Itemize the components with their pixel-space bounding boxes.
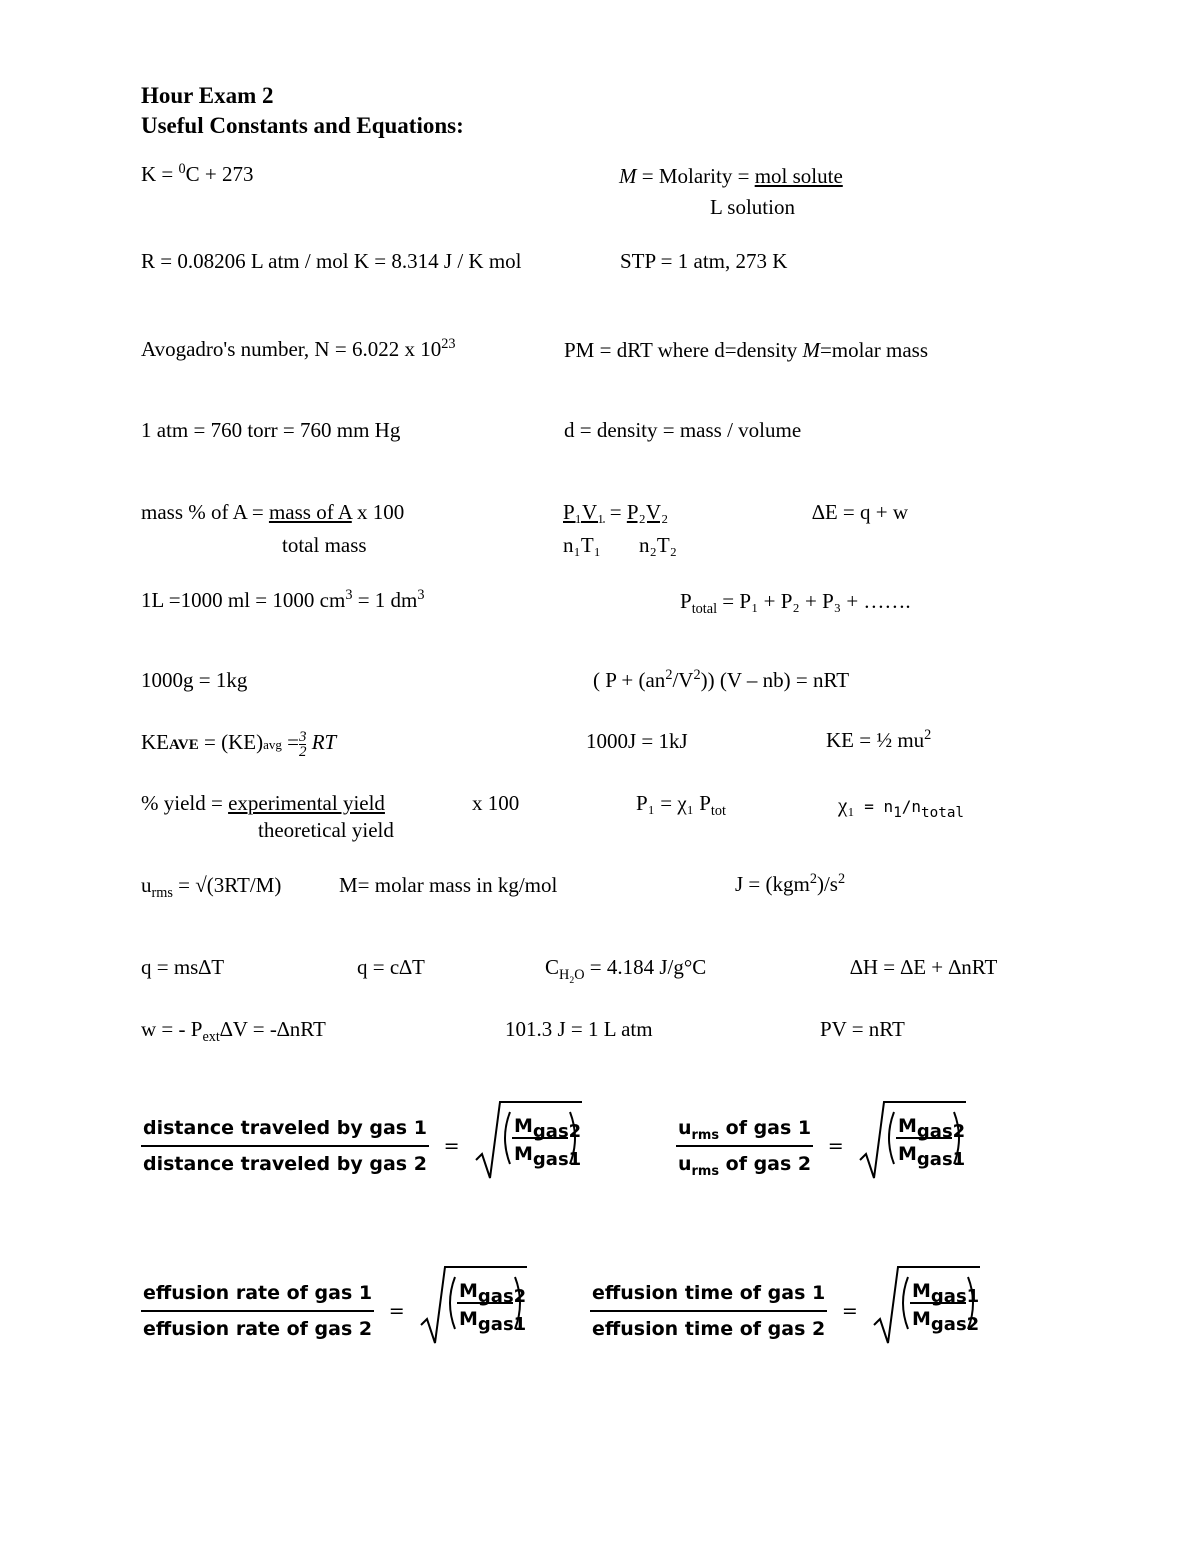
work-equation — [141, 1016, 326, 1046]
chi-n: = n — [854, 797, 894, 816]
sqrt-icon — [858, 1098, 970, 1184]
cwater-2: 2 — [569, 975, 575, 987]
gas2-text: of gas 2 — [719, 1152, 812, 1175]
svg-text:Mgas1 — [459, 1308, 526, 1335]
heat-equation-2: q = c∆T — [357, 955, 425, 979]
gas-law-den1: n₁T₁ — [563, 533, 601, 557]
sqrt-icon — [419, 1263, 531, 1349]
gas-law-num2: P₂V₂ — [626, 500, 669, 524]
distance-denominator: distance traveled by gas 2 — [143, 1152, 427, 1175]
gas2-label: gas2 — [533, 1121, 582, 1142]
mass-percent-lhs: mass % of A = — [141, 500, 269, 524]
u-symbol: u — [678, 1152, 692, 1175]
cwater-c: C — [545, 955, 560, 979]
pi-text: P₁ = χ₁ P — [636, 791, 711, 815]
distance-numerator: distance traveled by gas 1 — [141, 1113, 429, 1147]
sqrt-icon — [474, 1098, 586, 1184]
molarity-numerator: mol solute — [754, 164, 843, 188]
percent-yield — [141, 790, 385, 816]
chi-over-n: /n — [901, 797, 922, 816]
joule-definition — [735, 871, 845, 897]
ptotal-p: P — [680, 589, 692, 613]
kelvin-equation — [141, 161, 254, 187]
pi-subscript: tot — [710, 803, 726, 820]
ptotal-sub: total — [691, 601, 718, 618]
gas1-text: of gas 1 — [719, 1116, 812, 1139]
rate-numerator: effusion rate of gas 1 — [141, 1278, 374, 1312]
degree-sup: 0 — [178, 161, 186, 177]
pm-molar-text: =molar mass — [819, 338, 929, 362]
mass-percent-denominator: total mass — [282, 533, 367, 557]
m-symbol: M — [912, 1280, 932, 1302]
molarity-equation — [619, 163, 843, 189]
work-rhs: ∆V = -∆nRT — [219, 1017, 326, 1041]
gas1-label: gas1 — [478, 1314, 527, 1335]
urms-rhs: = √(3RT/M) — [172, 873, 282, 897]
van-der-waals — [593, 667, 849, 693]
vdw-exp2: 2 — [693, 667, 701, 683]
equals-sign: = — [827, 1134, 844, 1157]
rate-denominator: effusion rate of gas 2 — [143, 1317, 373, 1340]
ke-label: KE — [141, 730, 169, 754]
rate-fraction — [141, 1278, 374, 1344]
molar-mass-note: M= molar mass in kg/mol — [339, 873, 558, 897]
avogadro-text: Avogadro's number, N = 6.022 x 10 — [141, 337, 442, 361]
graham-distance-equation — [141, 1098, 586, 1193]
u-symbol: u — [678, 1116, 692, 1139]
first-law: ∆E = q + w — [812, 500, 909, 524]
work-p: w = - P — [141, 1017, 203, 1041]
time-fraction — [590, 1278, 827, 1344]
volume-exp2: 3 — [417, 587, 425, 603]
sqrt-molar-ratio — [872, 1263, 984, 1358]
sqrt-molar-ratio — [419, 1263, 531, 1358]
yield-denominator: theoretical yield — [258, 818, 394, 842]
yield-numerator: experimental yield — [228, 791, 385, 815]
gas2-label: gas2 — [478, 1286, 527, 1307]
m-symbol: M — [459, 1308, 479, 1330]
daltons-law — [680, 588, 911, 618]
molarity-label: = Molarity = — [636, 164, 755, 188]
work-sub: ext — [202, 1029, 220, 1046]
graham-urms-equation — [676, 1098, 970, 1193]
m-symbol: M — [912, 1308, 932, 1330]
svg-text:Mgas1 — [898, 1143, 965, 1170]
graham-rate-equation — [141, 1263, 531, 1358]
yield-lhs: % yield = — [141, 791, 229, 815]
energy-conversion: 1000J = 1kJ — [586, 729, 688, 753]
ke-half-exp: 2 — [924, 727, 932, 743]
ke-avg-text: = (KE) — [198, 730, 264, 754]
vdw-part1: ( P + (an — [593, 668, 666, 692]
equals-sign: = — [388, 1299, 405, 1322]
urms-sub: rms — [151, 885, 173, 902]
stp-definition: STP = 1 atm, 273 K — [620, 249, 788, 273]
three-halves-fraction — [299, 730, 307, 759]
yield-times-100: x 100 — [472, 791, 520, 815]
volume-text: 1L =1000 ml = 1000 cm — [141, 588, 346, 612]
m-symbol: M — [459, 1280, 479, 1302]
enthalpy-equation: ∆H = ∆E + ∆nRT — [850, 955, 998, 979]
graham-time-equation — [590, 1263, 984, 1358]
gas-law-den2: n₂T₂ — [639, 533, 677, 557]
cwater-h: H — [559, 967, 570, 984]
gas2-label: gas2 — [931, 1314, 980, 1335]
svg-text:Mgas1 — [514, 1143, 581, 1170]
urms-u: u — [141, 873, 152, 897]
vdw-part2: /V — [672, 668, 694, 692]
mass-conversion: 1000g = 1kg — [141, 668, 248, 692]
joule-text: J = (kgm — [735, 872, 810, 896]
section-heading: Useful Constants and Equations: — [141, 113, 464, 138]
avogadro-exponent: 23 — [441, 336, 456, 352]
urms-numerator — [676, 1113, 813, 1147]
kinetic-energy — [826, 727, 931, 753]
mass-percent-numerator: mass of A — [268, 500, 352, 524]
pressure-conversion: 1 atm = 760 torr = 760 mm Hg — [141, 418, 401, 442]
vdw-part3: )) (V – nb) = nRT — [700, 668, 850, 692]
gas-law-num1: P₁V₁ — [563, 500, 605, 524]
chi-symbol: χ₁ — [838, 793, 855, 817]
volume-exp1: 3 — [345, 587, 353, 603]
ke-equals: = — [281, 730, 299, 754]
molarity-symbol: M — [619, 164, 637, 188]
water-specific-heat — [545, 954, 707, 987]
rms-sub: rms — [691, 1163, 720, 1179]
rms-speed — [141, 872, 282, 902]
joule-exp2: 2 — [837, 871, 846, 887]
pm-text: PM = dRT where d=density — [564, 338, 803, 362]
mole-fraction — [838, 792, 964, 820]
joule-text2: )/s — [816, 872, 838, 896]
latm-conversion: 101.3 J = 1 L atm — [505, 1017, 653, 1041]
sqrt-molar-ratio — [474, 1098, 586, 1193]
sqrt-icon — [872, 1263, 984, 1349]
ideal-gas-law: PV = nRT — [820, 1017, 905, 1041]
cwater-o: O — [574, 967, 585, 984]
combined-gas-law — [563, 499, 668, 525]
gas1-label: gas1 — [917, 1149, 966, 1170]
volume-text2: = 1 dm — [352, 588, 418, 612]
gas2-label: gas2 — [917, 1121, 966, 1142]
ptotal-rhs: = P₁ + P₂ + P₃ + ……. — [717, 589, 911, 613]
kelvin-lhs: K = — [141, 162, 179, 186]
time-denominator: effusion time of gas 2 — [592, 1317, 826, 1340]
equals-sign: = — [443, 1134, 460, 1157]
sqrt-molar-ratio — [858, 1098, 970, 1193]
ke-avg-subscript: avg — [263, 737, 282, 752]
m-symbol: M — [898, 1115, 918, 1137]
urms-fraction — [676, 1113, 813, 1179]
volume-conversion — [141, 587, 425, 613]
heat-equation-1: q = ms∆T — [141, 955, 225, 979]
joule-exp1: 2 — [809, 871, 817, 887]
partial-pressure — [636, 790, 726, 820]
fraction-numerator: 3 — [298, 728, 307, 745]
rms-sub: rms — [691, 1127, 720, 1143]
kelvin-rhs: C + 273 — [185, 162, 254, 186]
m-symbol: M — [514, 1115, 534, 1137]
ke-rt: RT — [311, 730, 337, 754]
gas-law-equals: = — [604, 500, 627, 524]
gas1-label: gas1 — [533, 1149, 582, 1170]
urms-denominator — [676, 1147, 813, 1179]
avogadro-number — [141, 336, 455, 362]
chi-sub-total: total — [921, 805, 964, 822]
svg-text:Mgas2 — [912, 1308, 979, 1335]
kinetic-energy-average — [141, 724, 336, 763]
m-symbol: M — [514, 1143, 534, 1165]
exam-title: Hour Exam 2 — [141, 83, 274, 108]
molarity-denominator: L solution — [710, 195, 795, 219]
m-symbol: M — [898, 1143, 918, 1165]
gas-constant: R = 0.08206 L atm / mol K = 8.314 J / K mol — [141, 249, 522, 273]
ke-subscript: AVE — [169, 737, 199, 753]
ke-half-text: KE = ½ mu — [826, 728, 925, 752]
gas1-label: gas1 — [931, 1286, 980, 1307]
equals-sign: = — [841, 1299, 858, 1322]
fraction-denominator: 2 — [298, 743, 307, 760]
time-numerator: effusion time of gas 1 — [590, 1278, 827, 1312]
pm-molar-symbol: M — [802, 338, 820, 362]
pm-equation — [564, 337, 928, 363]
vdw-exp1: 2 — [665, 667, 673, 683]
distance-fraction — [141, 1113, 429, 1179]
chi-sub1: 1 — [893, 805, 902, 822]
density-definition: d = density = mass / volume — [564, 418, 802, 442]
mass-percent-times: x 100 — [351, 500, 405, 524]
cwater-value: = 4.184 J/g°C — [584, 955, 707, 979]
mass-percent — [141, 499, 404, 525]
